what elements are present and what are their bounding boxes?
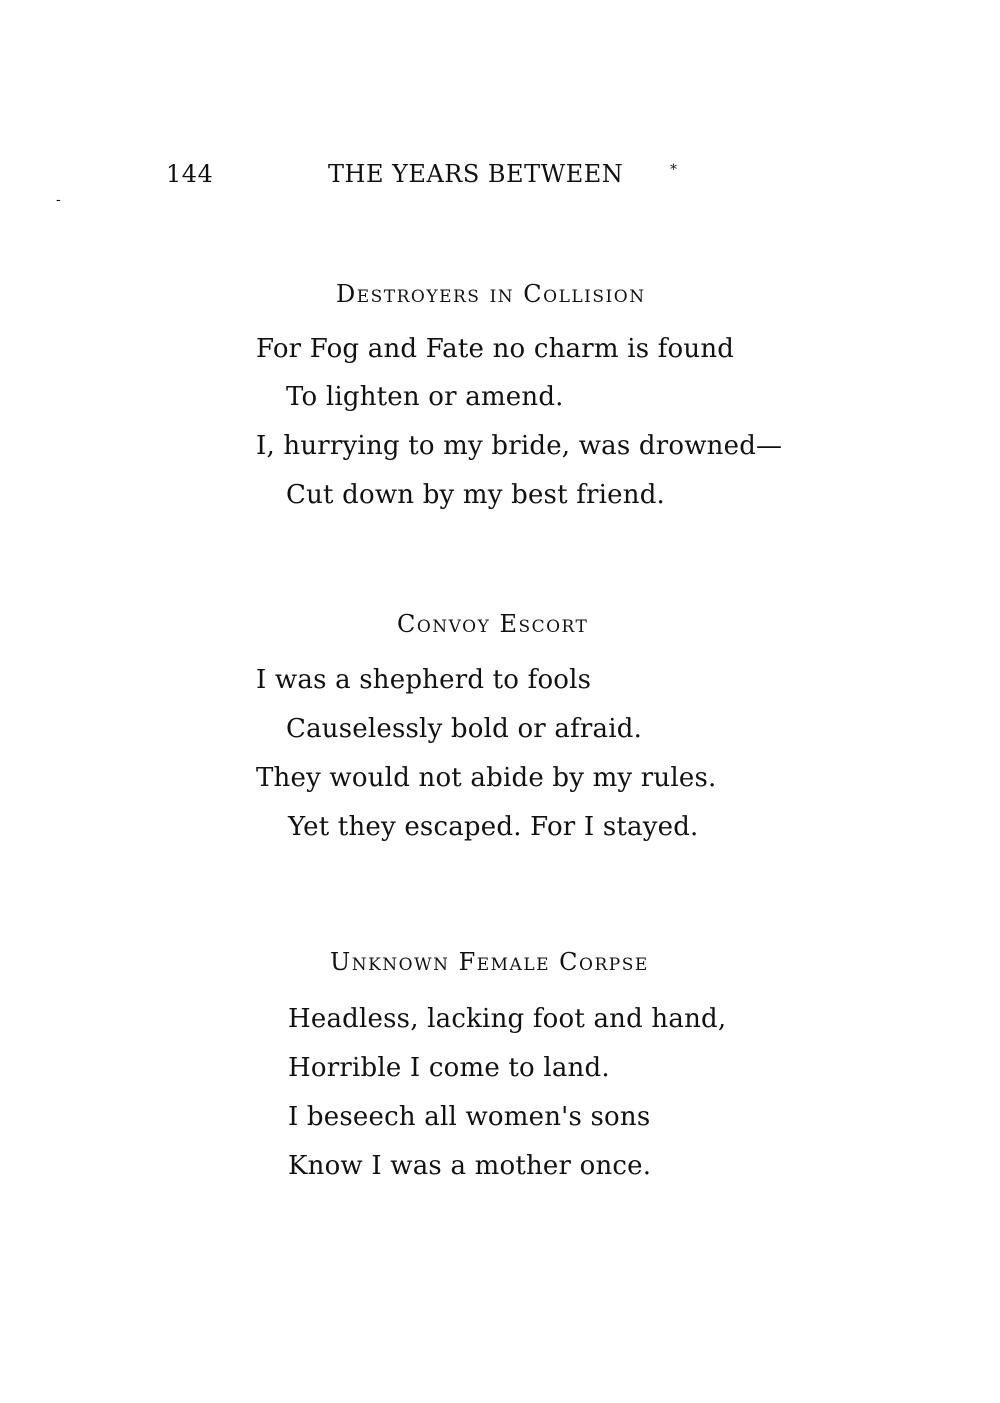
poem-line: I was a shepherd to fools [256,665,592,695]
poem-line: Horrible I come to land. [288,1053,610,1083]
stray-mark: * [670,162,677,178]
poem-title: Convoy Escort [397,610,589,638]
poem-line: I beseech all women's sons [288,1102,651,1132]
poem-line: Know I was a mother once. [288,1151,652,1181]
poem-title: Unknown Female Corpse [330,948,649,976]
poem-line: Yet they escaped. For I stayed. [288,812,699,842]
poem-line: For Fog and Fate no charm is found [256,334,735,364]
page-number: 144 [166,160,214,188]
running-title: THE YEARS BETWEEN [328,160,624,188]
margin-mark: - [56,192,61,208]
poem-line: Headless, lacking foot and hand, [288,1004,727,1034]
poem-line: Cut down by my best friend. [286,480,666,510]
poem-title: Destroyers in Collision [336,280,646,308]
poem-line: I, hurrying to my bride, was drowned— [256,431,783,461]
poem-line: Causelessly bold or afraid. [286,714,643,744]
poem-line: To lighten or amend. [286,382,564,412]
poem-line: They would not abide by my rules. [256,763,717,793]
